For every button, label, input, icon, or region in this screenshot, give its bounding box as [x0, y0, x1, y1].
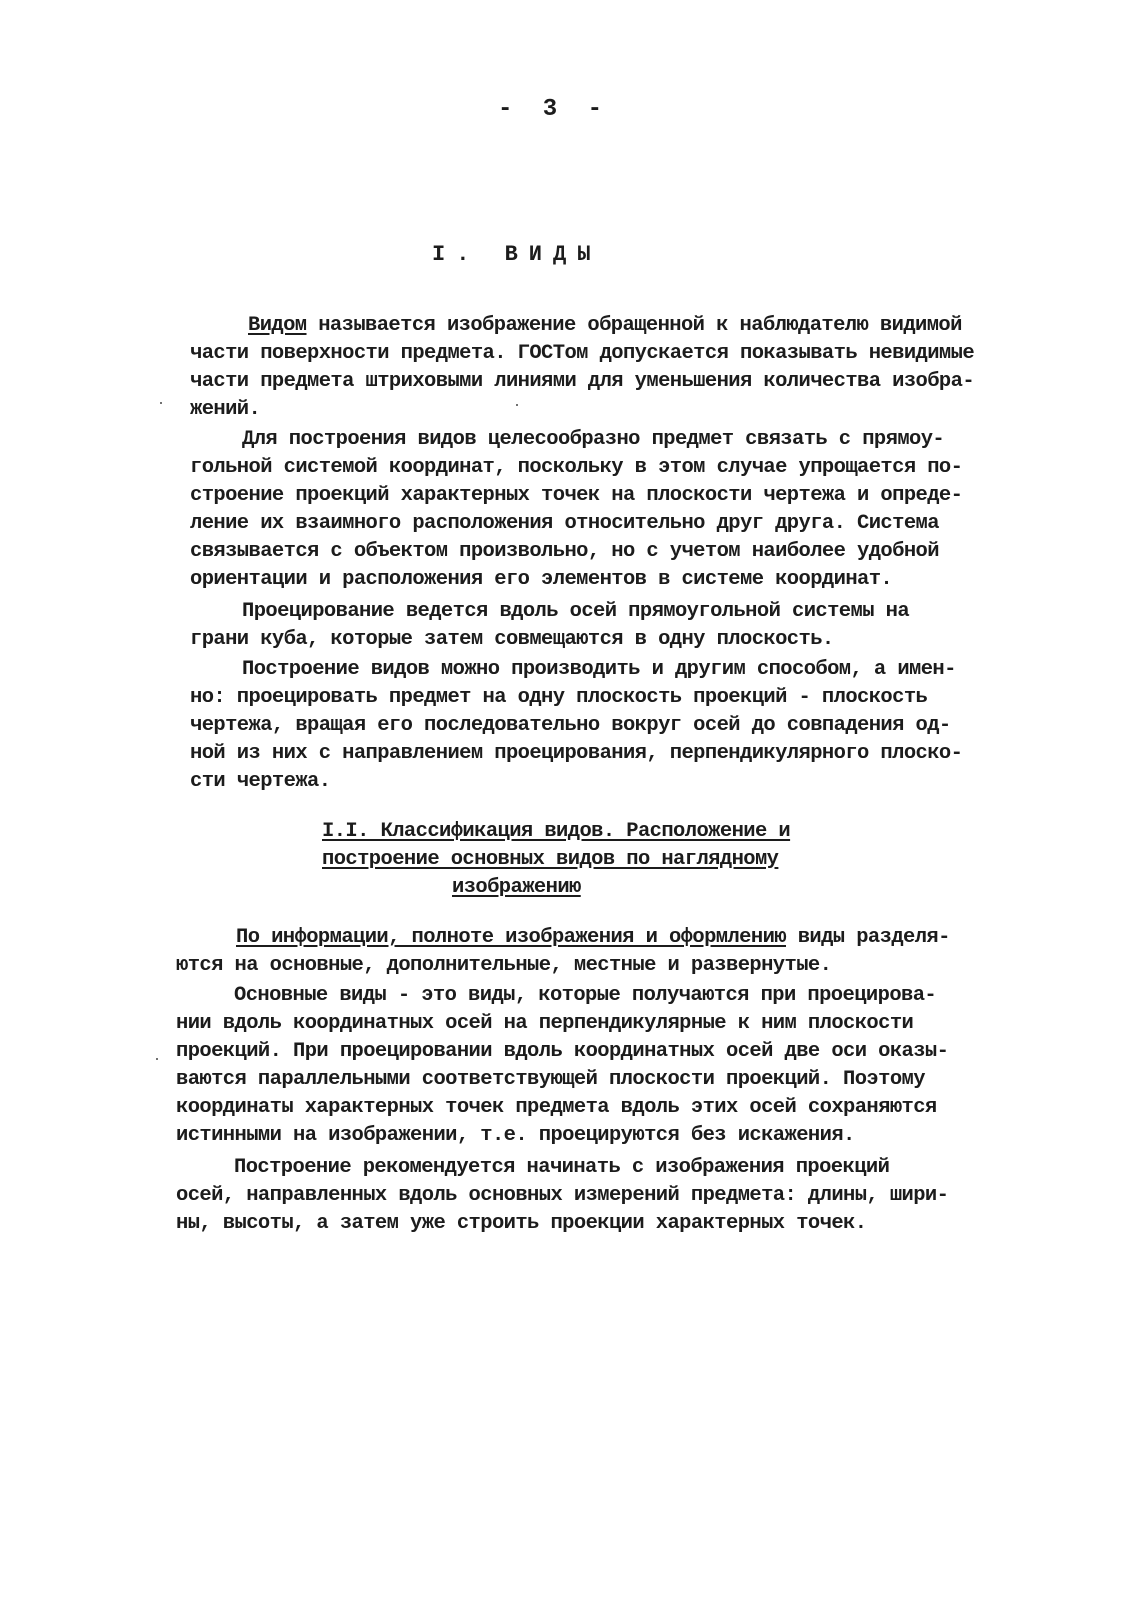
paragraph-line: осей, направленных вдоль основных измерений предмета: длины, шири-	[176, 1184, 949, 1207]
paragraph-line: координаты характерных точек предмета вдоль этих осей сохраняются	[176, 1096, 937, 1119]
chapter-title: I. ВИДЫ	[432, 242, 602, 267]
paragraph-line: Проецирование ведется вдоль осей прямоугольной системы на	[242, 600, 910, 623]
paragraph-line: Основные виды - это виды, которые получаются при проецирова-	[234, 984, 937, 1007]
paragraph-line: ориентации и расположения его элементов в системе координат.	[190, 568, 893, 591]
paragraph-line: части предмета штриховыми линиями для уменьшения количества изобра-	[190, 370, 975, 393]
paragraph-line: Построение видов можно производить и другим способом, а имен-	[242, 658, 956, 681]
paragraph-line: По информации, полноте изображения и оформлению виды разделя-	[236, 926, 950, 949]
section-title-line: I.I. Классификация видов. Расположение и	[322, 820, 791, 843]
paragraph-line: ление их взаимного расположения относительно друг друга. Система	[190, 512, 939, 535]
paragraph-line: нии вдоль координатных осей на перпендикулярные к ним плоскости	[176, 1012, 914, 1035]
paragraph-line: ны, высоты, а затем уже строить проекции характерных точек.	[176, 1212, 867, 1235]
paragraph-line: Для построения видов целесообразно предмет связать с прямоу-	[242, 428, 945, 451]
paragraph-line: связывается с объектом произвольно, но с учетом наиболее удобной	[190, 540, 939, 563]
paragraph-line: ются на основные, дополнительные, местные и развернутые.	[176, 954, 832, 977]
page-number: - 3 -	[498, 96, 611, 123]
section-title-line: построение основных видов по наглядному	[322, 848, 779, 871]
paragraph-line: ваются параллельными соответствующей плоскости проекций. Поэтому	[176, 1068, 925, 1091]
paragraph-line: проекций. При проецировании вдоль координатных осей две оси оказы-	[176, 1040, 949, 1063]
paragraph-line: сти чертежа.	[190, 770, 331, 793]
paragraph-line: Построение рекомендуется начинать с изображения проекций	[234, 1156, 890, 1179]
scan-speck	[156, 1058, 158, 1060]
paragraph-line: истинными на изображении, т.е. проецируются без искажения.	[176, 1124, 855, 1147]
section-title-line: изображению	[452, 876, 581, 899]
defined-term: По информации, полноте изображения и оформлению	[236, 926, 786, 949]
scan-speck	[160, 402, 162, 404]
defined-term: Видом	[248, 314, 307, 337]
paragraph-line: Видом называется изображение обращенной к наблюдателю видимой	[248, 314, 962, 337]
paragraph-line: гольной системой координат, поскольку в этом случае упрощается по-	[190, 456, 963, 479]
paragraph-line: части поверхности предмета. ГОСТом допускается показывать невидимые	[190, 342, 975, 365]
paragraph-line: ной из них с направлением проецирования, перпендикулярного плоско-	[190, 742, 963, 765]
paragraph-line: грани куба, которые затем совмещаются в одну плоскость.	[190, 628, 834, 651]
paragraph-line: строение проекций характерных точек на плоскости чертежа и опреде-	[190, 484, 963, 507]
scan-speck	[516, 404, 518, 406]
paragraph-line: чертежа, вращая его последовательно вокруг осей до совпадения од-	[190, 714, 951, 737]
paragraph-line: жений.	[190, 398, 261, 421]
paragraph-line: но: проецировать предмет на одну плоскость проекций - плоскость	[190, 686, 928, 709]
